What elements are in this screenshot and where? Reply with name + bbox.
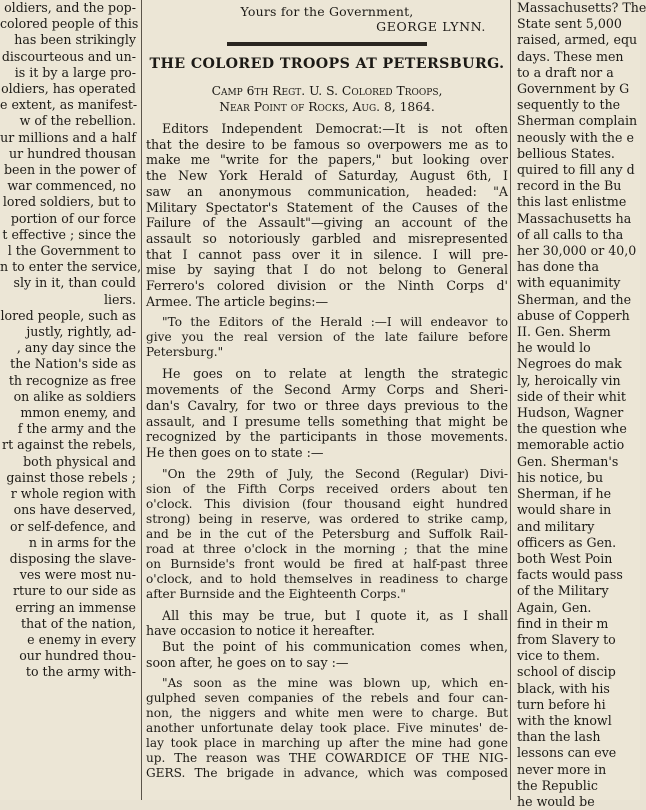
left-column-line: or self-defence, and [10,518,136,534]
article-paragraph [146,121,508,309]
quote-line: GERS. The brigade in advance, which was composed [146,766,508,781]
signature-closing: Yours for the Government, [240,4,414,19]
article-headline: THE COLORED TROOPS AT PETERSBURG. [149,56,505,72]
right-column-line: has done tha [517,259,599,275]
quote-line: gulphed seven companies of the rebels and four can- [146,691,508,706]
right-column-line: State sent 5,000 [517,16,622,32]
left-column-line: sly in it, than could [13,275,136,291]
right-column-line: neously with the e [517,129,634,145]
left-column-line: r whole region with [10,486,136,502]
article-line: mise by saying that I do not belong to General [146,262,508,278]
article-line: saw an anonymous communication, headed: "A [146,183,508,199]
quote-line: on Burnside's front would be fired at half-past three [146,556,508,571]
left-column-line: erring an immense [15,599,136,615]
quote-line: sion of the Fifth Corps received orders about ten [146,481,508,496]
right-column-line: with equanimity [517,275,621,291]
quote-line: lay took place in marching up after the mine had gone [146,736,508,751]
dateline-line: Camp 6th Regt. U. S. Colored Troops, [211,84,443,98]
left-column-line: been in the power of [4,162,136,178]
left-column-line: f the army and the [17,421,136,437]
quote-line: "On the 29th of July, the Second (Regular) Divi- [162,466,508,481]
left-column-line: ves were most nu- [19,567,136,583]
right-column-line: raised, armed, equ [517,32,638,48]
right-column-line: he would be [517,793,595,809]
right-column-line: black, with his [517,680,610,696]
column-rule-right [510,0,511,800]
right-column-line: record in the Bu [517,178,622,194]
column-rule-left [141,0,142,800]
left-column-line: lored soldiers, but to [2,194,136,210]
right-column-line: side of their whit [517,388,626,404]
left-column-line: war commenced, no [7,178,136,194]
right-column-line: Sherman, and the [517,291,632,307]
right-column-line: bellious States. [517,145,615,161]
article-line: Armee. The article begins:— [146,293,329,309]
right-column-line: of the Military [517,583,609,599]
left-column-line: disposing the slave- [9,550,136,566]
left-column-line: ons have deserved, [13,502,136,518]
right-column-line: ly, heroically vin [517,372,621,388]
quote-line: o'clock. This division (four thousand eight hundred [146,496,508,511]
article-line: Ferrero's colored division or the Ninth Corps d' [146,278,508,294]
article-line: Editors Independent Democrat:—It is not often [162,121,508,136]
right-column-line: lessons can eve [517,745,617,761]
left-column-line: w of the rebellion. [19,113,136,129]
quote-line: give you the real version of the late failure before [146,330,508,345]
article-line: Military Spectator's Statement of the Causes of the [146,199,508,215]
right-column-line: from Slavery to [517,631,616,647]
article-line: the New York Herald of Saturday, August 6th, I [146,168,508,184]
right-column-line: than the lash [517,729,601,745]
article-line: He goes on to relate at length the strategic [162,366,508,382]
quote-line: o'clock, and to hold themselves in readiness to charge [146,571,508,586]
quote-line: non, the niggers and white men were to charge. But [146,706,508,721]
left-column-line: liers. [104,291,136,307]
left-column-line: th recognize as free [8,372,136,388]
left-column-line: that of the nation, [20,615,136,631]
right-column-line: vice to them. [517,648,600,664]
quote-line: up. The reason was THE COWARDICE OF THE NIG- [146,751,508,766]
right-column-line: abuse of Copperh [517,307,630,323]
article-paragraph [146,608,508,639]
signature-name: GEORGE LYNN. [376,19,486,34]
article-line: assault so notoriously garbled and misrepresented [146,230,508,246]
right-column-line: would share in [517,502,612,518]
right-column-line: both West Poin [517,550,613,566]
article-line: recognized by the participants in those movements. [146,429,508,445]
right-column-line: never more in [517,761,607,777]
left-column-line: the Nation's side as [10,356,136,372]
left-column-line: to the army with- [25,664,136,680]
article-quote [146,315,508,360]
left-column-line: gainst those rebels ; [6,469,136,485]
article-line: He then goes on to state :— [146,444,324,460]
right-column-line: the question whe [517,421,627,437]
article-line: movements of the Second Army Corps and Sheri- [146,382,508,398]
right-column-line: and military [517,518,595,534]
right-column-line: Again, Gen. [517,599,592,615]
article-line: Failure of the Assault"—giving an account of the [146,215,508,231]
quote-line: another unfortunate delay took place. Five minutes' de- [146,721,508,736]
section-divider [227,42,427,46]
left-column-line: is it by a large pro- [14,64,136,80]
left-column [0,0,142,800]
left-column-line: ur hundred thousan [8,145,136,161]
left-column-line: portion of our force [10,210,136,226]
article-line: All this may be true, but I quote it, as I shall [162,607,508,623]
article-paragraph [146,639,508,670]
quote-line: Petersburg." [146,345,224,360]
left-column-line: n to enter the service, [0,259,142,275]
right-column-line: the Republic [517,777,598,793]
article-quote [146,467,508,602]
main-article-column [146,0,508,800]
quote-line: "To the Editors of the Herald :—I will endeavor to [162,315,508,330]
article-line: that I cannot pass over it in silence. I will pre- [146,246,508,262]
left-column-line: rt against the rebels, [2,437,136,453]
right-column-line: II. Gen. Sherm [517,324,611,340]
right-column-line: Sherman, if he [517,486,612,502]
right-column-line: facts would pass [517,567,623,583]
left-column-line: oldiers, and the pop- [4,0,136,15]
right-column-line: with the knowl [517,712,612,728]
left-column-line: mmon enemy, and [20,405,136,421]
right-column-line: this last enlistme [517,194,627,210]
left-column-line: , any day since the [16,340,136,356]
right-column-line: he would lo [517,340,591,356]
left-column-line: discourteous and un- [1,48,136,64]
right-column-line: memorable actio [517,437,625,453]
right-column-line: of all calls to tha [517,226,624,242]
right-column-line: quired to fill any d [517,162,635,178]
quote-line: "As soon as the mine was blown up, which en- [162,676,508,691]
quote-line: and be in the cut of the Petersburg and Suffolk Rail- [146,526,508,541]
article-paragraph [146,366,508,460]
left-column-line: both physical and [23,453,136,469]
right-column-line: Negroes do mak [517,356,622,372]
article-line: But the point of his communication comes when, [162,639,508,655]
right-column-line: days. These men [517,48,624,64]
right-column-line: officers as Gen. [517,534,617,550]
left-column-line: t effective ; since the [2,226,136,242]
article-dateline [146,84,508,115]
left-column-line: l the Government to [7,243,136,259]
left-column-line: rture to our side as [12,583,136,599]
right-column-line: find in their m [517,615,609,631]
left-column-line: justly, rightly, ad- [26,324,136,340]
left-column-line: colored people of this [0,16,139,32]
right-column-line: Gen. Sherman's [517,453,619,469]
right-column-line: her 30,000 or 40,0 [517,243,637,259]
right-column-line: Government by G [517,81,630,97]
left-column-line: lored people, such as [0,307,136,323]
article-line: make me "write for the papers," but looking over [146,152,508,168]
left-column-line: oldiers, has operated [1,81,136,97]
left-column-line: on alike as soldiers [13,388,136,404]
left-column-line: e extent, as manifest- [0,97,138,113]
right-column-line: Hudson, Wagner [517,405,624,421]
dateline-line: Near Point of Rocks, Aug. 8, 1864. [219,99,435,114]
article-line: that the desire to be famous so overpowers me as to [146,136,508,152]
right-column-line: sequently to the [517,97,621,113]
left-column-line: n in arms for the [28,534,136,550]
left-column-line: e enemy in every [27,631,136,647]
right-column-line: his notice, bu [517,469,604,485]
quote-line: road at three o'clock in the morning ; that the mine [146,541,508,556]
right-column-line: to a draft nor a [517,64,614,80]
article-line: soon after, he goes on to say :— [146,654,349,670]
right-column-line: Massachusetts? The [517,0,646,15]
right-column [514,0,646,809]
quote-line: strong) being in reserve, was ordered to strike camp, [146,511,508,526]
quote-line: after Burnside and the Eighteenth Corps." [146,586,406,601]
right-column-line: Sherman complain [517,113,638,129]
right-column-line: turn before hi [517,696,606,712]
article-line: dan's Cavalry, for two or three days previous to the [146,397,508,413]
left-column-line: our hundred thou- [19,648,136,664]
right-column-line: Massachusetts ha [517,210,632,226]
left-column-line: ur millions and a half [0,129,136,145]
left-column-line: has been strikingly [14,32,136,48]
right-column-line: school of discip [517,664,616,680]
article-line: have occasion to notice it hereafter. [146,623,375,639]
article-quote [146,676,508,781]
article-line: assault, and I presume tells something that might be [146,413,508,429]
